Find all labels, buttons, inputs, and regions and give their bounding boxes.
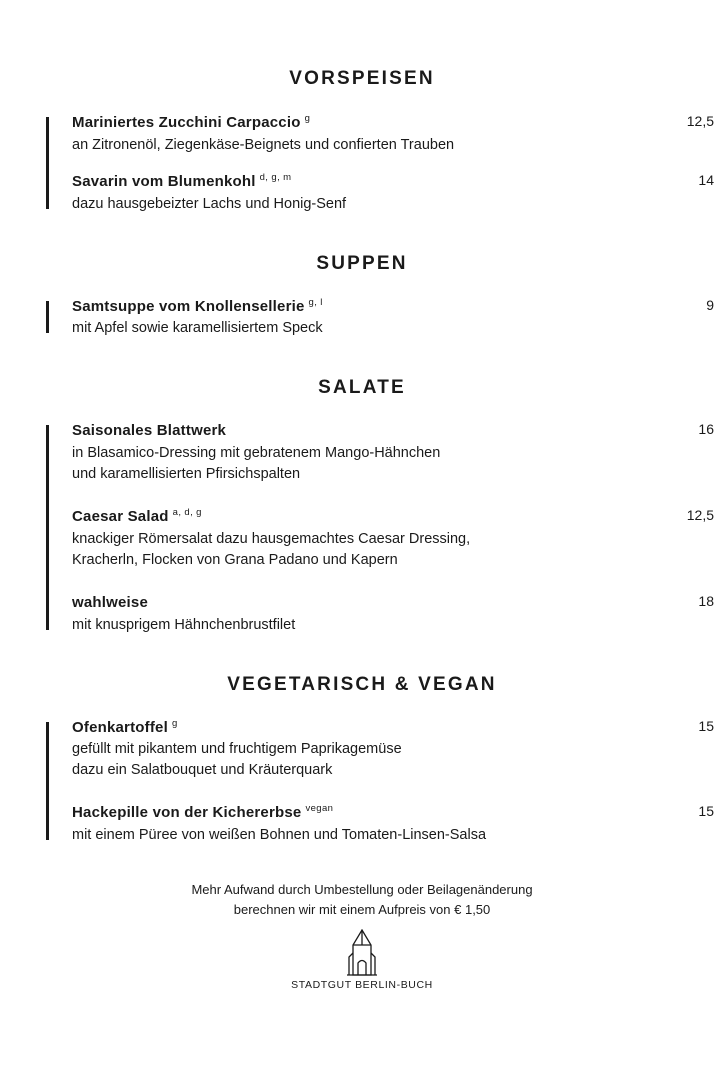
menu-item-description bbox=[72, 318, 592, 339]
menu-item-description bbox=[72, 825, 592, 846]
menu-item-description bbox=[72, 739, 592, 781]
menu-item bbox=[72, 507, 724, 571]
menu-item bbox=[72, 297, 724, 340]
menu-item-title: Mariniertes Zucchini Carpaccio bbox=[72, 114, 301, 131]
menu-item-group bbox=[46, 297, 724, 340]
menu-item-head bbox=[72, 803, 724, 823]
description-line: dazu hausgebeizter Lachs und Honig-Senf bbox=[72, 195, 347, 212]
menu-item-price: 15 bbox=[698, 803, 714, 820]
menu-item-group bbox=[46, 421, 724, 635]
description-line: mit knusprigem Hähnchenbrustfilet bbox=[72, 616, 296, 633]
menu-item-head bbox=[72, 718, 724, 738]
menu-item-name bbox=[72, 507, 202, 527]
menu-item bbox=[72, 113, 724, 156]
menu-section-salate bbox=[0, 377, 724, 635]
menu-item-head bbox=[72, 297, 724, 317]
menu-item-price: 15 bbox=[698, 717, 714, 734]
menu-item-name bbox=[72, 421, 230, 441]
menu-item-description bbox=[72, 194, 592, 215]
allergen-marker: d, g, m bbox=[259, 171, 292, 183]
menu-item-price: 12,5 bbox=[686, 507, 714, 524]
church-tower-icon bbox=[341, 929, 383, 977]
description-line: Kracherln, Flocken von Grana Padano und Kapern bbox=[72, 551, 398, 568]
description-line: mit einem Püree von weißen Bohnen und Tomaten-Linsen-Salsa bbox=[72, 827, 487, 844]
menu-item-price: 9 bbox=[706, 296, 714, 313]
menu-item-title: Hackepille von der Kichererbse bbox=[72, 804, 302, 822]
logo bbox=[0, 929, 724, 991]
description-line: knackiger Römersalat dazu hausgemachtes Caesar Dressing, bbox=[72, 530, 471, 547]
description-line: und karamellisierten Pfirsichspalten bbox=[72, 466, 301, 483]
menu-item-head bbox=[72, 507, 724, 527]
menu-item-name bbox=[72, 172, 291, 192]
footnote-line-1: Mehr Aufwand durch Umbestellung oder Beilagenänderung bbox=[191, 882, 533, 898]
allergen-marker: a, d, g bbox=[172, 507, 202, 519]
menu-item-title: wahlweise bbox=[72, 593, 149, 611]
section-title: VEGETARISCH & VEGAN bbox=[227, 673, 497, 695]
menu-item bbox=[72, 718, 724, 782]
section-title: SALATE bbox=[318, 377, 406, 399]
menu-item-group bbox=[46, 718, 724, 847]
menu-item bbox=[72, 803, 724, 846]
description-line: mit Apfel sowie karamellisiertem Speck bbox=[72, 320, 323, 337]
footnote bbox=[0, 880, 724, 919]
menu-section-vegetarisch-vegan bbox=[0, 674, 724, 847]
description-line: gefüllt mit pikantem und fruchtigem Paprikagemüse bbox=[72, 741, 402, 758]
menu-item-name bbox=[72, 803, 333, 823]
menu-item-price: 12,5 bbox=[686, 113, 714, 129]
menu-item-head bbox=[72, 172, 724, 192]
menu-item-description bbox=[72, 529, 592, 571]
section-title: VORSPEISEN bbox=[289, 68, 435, 89]
description-line: in Blasamico-Dressing mit gebratenem Mango-Hähnchen bbox=[72, 445, 441, 462]
menu-item-price: 16 bbox=[698, 421, 714, 438]
menu-item-group bbox=[46, 113, 724, 215]
menu-item-head bbox=[72, 593, 724, 613]
menu-item bbox=[72, 172, 724, 215]
menu-item-description bbox=[72, 443, 592, 485]
footnote-line-2: berechnen wir mit einem Aufpreis von € 1,50 bbox=[233, 901, 491, 917]
menu-item-head bbox=[72, 113, 724, 133]
logo-name: STADTGUT BERLIN-BUCH bbox=[291, 979, 433, 992]
menu-item-title: Caesar Salad bbox=[72, 508, 169, 526]
menu-item bbox=[72, 593, 724, 636]
menu-item-title: Ofenkartoffel bbox=[72, 718, 168, 736]
menu-item-name bbox=[72, 718, 178, 738]
menu-item-description bbox=[72, 615, 592, 636]
description-line: an Zitronenöl, Ziegenkäse-Beignets und confierten Trauben bbox=[72, 136, 455, 153]
allergen-marker: vegan bbox=[305, 803, 334, 815]
menu-item-title: Savarin vom Blumenkohl bbox=[72, 172, 256, 190]
menu-item-name bbox=[72, 593, 152, 613]
menu-item-name bbox=[72, 297, 323, 317]
allergen-marker: g bbox=[304, 113, 311, 124]
menu-section-suppen bbox=[0, 253, 724, 340]
menu-item bbox=[72, 421, 724, 485]
menu-item-price: 14 bbox=[698, 171, 714, 188]
menu-item-head bbox=[72, 421, 724, 441]
menu-item-description bbox=[72, 135, 592, 156]
menu-section-vorspeisen bbox=[0, 68, 724, 215]
menu-item-name bbox=[72, 113, 310, 133]
menu-item-title: Saisonales Blattwerk bbox=[72, 422, 227, 440]
allergen-marker: g bbox=[171, 717, 178, 729]
section-title: SUPPEN bbox=[316, 252, 408, 274]
menu-page bbox=[0, 68, 724, 1092]
description-line: dazu ein Salatbouquet und Kräuterquark bbox=[72, 762, 333, 779]
allergen-marker: g, l bbox=[308, 296, 323, 308]
menu-item-title: Samtsuppe vom Knollensellerie bbox=[72, 297, 305, 315]
menu-item-price: 18 bbox=[698, 592, 714, 609]
